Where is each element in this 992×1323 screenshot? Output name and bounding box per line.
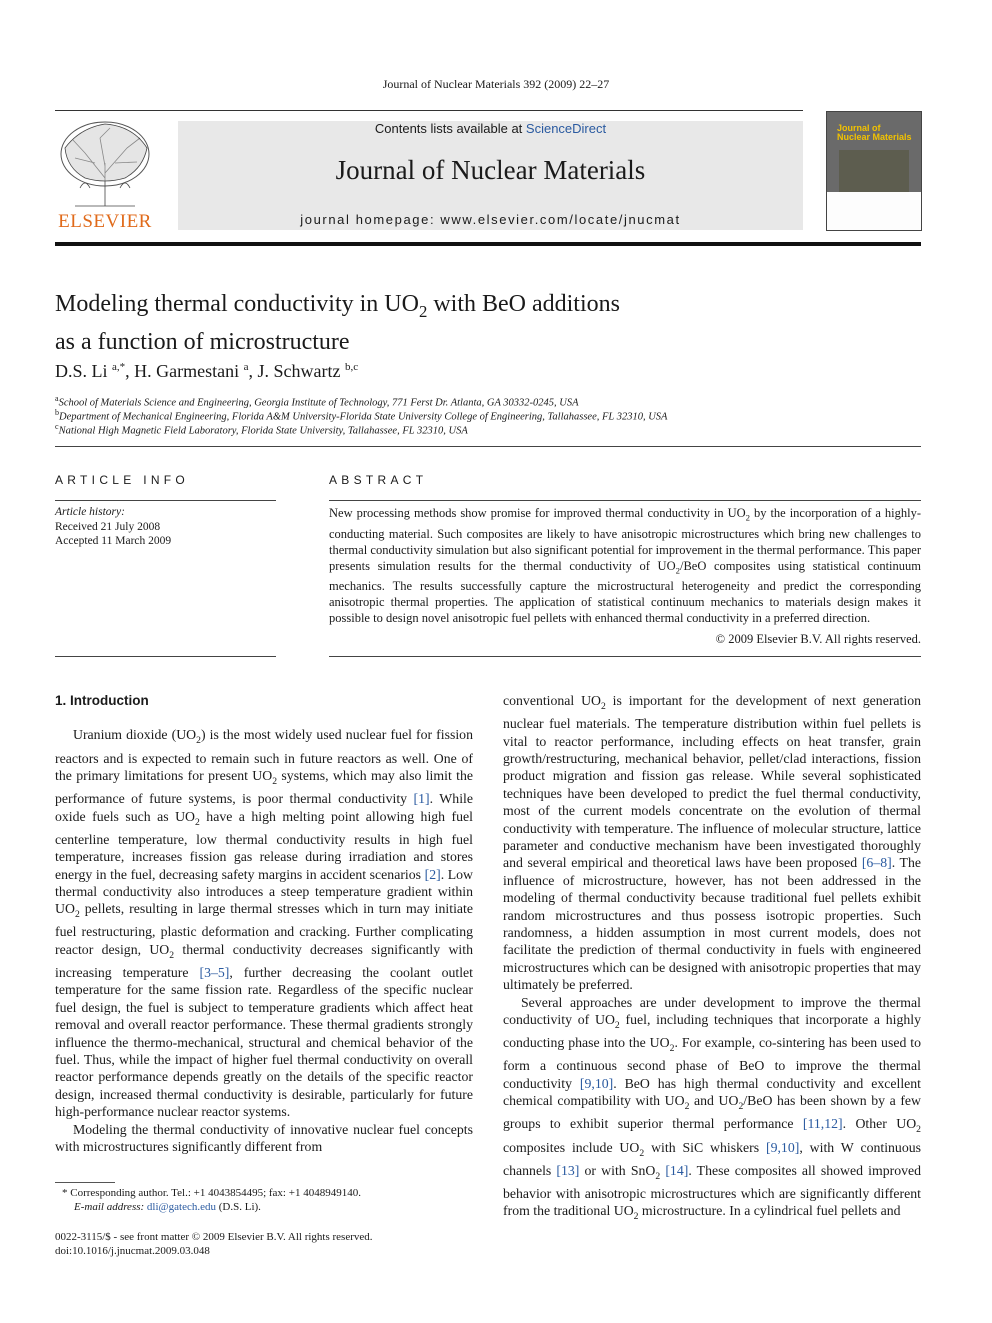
reference-link[interactable]: [9,10] [765,1139,800,1155]
abstract-label: ABSTRACT [329,473,428,487]
sciencedirect-link[interactable]: ScienceDirect [525,121,607,136]
article-title [55,289,620,357]
footnote-rule [55,1182,115,1183]
doi[interactable]: doi:10.1016/j.jnucmat.2009.03.048 [55,1245,210,1257]
contents-prefix: Contents lists available at [374,121,526,136]
author-name[interactable]: D.S. Li [55,361,108,381]
title-subscript: 2 [418,301,428,321]
contents-line [178,121,803,136]
email-link[interactable]: dli@gatech.edu [146,1201,216,1213]
accepted-date: Accepted 11 March 2009 [55,535,172,547]
journal-title: Journal of Nuclear Materials [335,155,646,185]
corresponding-author-note: * Corresponding author. Tel.: +1 4043854495; fax: +1 4048949140. [62,1187,361,1199]
cover-footer [827,192,921,230]
email-note [74,1201,261,1213]
author-name[interactable]: , J. Schwartz [248,361,341,381]
cover-image [839,150,909,196]
body-paragraph: Uranium dioxide $(UO_2)$ is the most widely used nuclear fuel for fission reactors and is expected to remain such in future reactors as well. One of the primary limitations for present $UO_2$ systems, which may also limit the performance of future systems, is poor thermal conductivity [1]. While oxide fuels such as $UO_2$ have a high melting point allowing high fuel centerline temperature, low thermal conductivity results in high fuel temperature, increases fission gas release during irradiation and stores energy in the fuel, decreasing safety margins in accident scenarios [2]. Low thermal conductivity also introduces a steep temperature gradient within $UO_2$ pellets, resulting in large thermal stresses which in turn may initiate fuel restructuring, plastic deformation and cracking. Further complicating reactor design, $UO_2$ thermal conductivity decreases significantly with increasing temperature [3–5], further decreasing the coolant outlet temperature for the same fission rate. Regardless of the specific nuclear fuel design, the fuel is subject to temperature gradients which affect heat removal and overall reactor performance. These thermal gradients strongly influence the thermo-mechanical, structural and chemical behavior of the fuel. Thus, while the impact of higher fuel thermal conductivity on overall reactor performance depends greatly on the details of the specific reactor design, increased thermal conductivity is desirable, particularly for future high-performance nuclear reactor systems. [55,727,473,1120]
elsevier-logo [55,118,155,233]
affiliation-b [55,408,667,423]
reference-link[interactable]: [2] [424,866,441,882]
email-suffix: (D.S. Li). [216,1201,261,1213]
right-column [503,692,921,1225]
journal-citation: Journal of Nuclear Materials 392 (2009) 22–27 [382,77,610,91]
affiliation-text: National High Magnetic Field Laboratory, Florida State University, Tallahassee, FL 32310, USA [58,425,468,437]
abstract-bottom-rule [329,656,921,657]
tree-icon [55,118,155,210]
email-label: E-mail address: [74,1201,147,1213]
title-line-2: as a function of microstructure [55,328,350,355]
journal-cover[interactable] [826,111,922,231]
affiliation-rule [55,446,921,447]
cover-title [837,124,915,142]
reference-link[interactable]: [9,10] [579,1075,614,1091]
article-info-label: ARTICLE INFO [55,473,190,487]
front-matter: 0022-3115/$ - see front matter © 2009 Elsevier B.V. All rights reserved. [55,1231,373,1243]
author-sup: a [243,361,249,373]
body-paragraph: Several approaches are under development to improve the thermal conductivity of $UO_2$ fuel, including techniques that incorporate a highly conducting phase into the $UO_2$. For example, co-sintering has been used to form a continuous second phase of BeO to improve the thermal conductivity [9,10]. BeO has high thermal conductivity and excellent chemical compatibility with $UO_2$ and $UO_2$/BeO has been shown by a few groups to exhibit superior thermal performance [11,12]. Other $UO_2$ composites include $UO_2$ with SiC whiskers [9,10], with W continuous channels [13] or with SnO$_2$ [14]. These composites all showed improved behavior with anisotropic microstructures which are significantly different from the traditional $UO_2$ microstructure. In a cylindrical fuel pellets and [503,994,922,1222]
title-part-2: with BeO additions [427,291,620,317]
affiliation-marker: a [55,394,59,403]
cover-title-line-2: Nuclear Materials [837,132,912,142]
article-history [55,505,171,549]
abstract-copyright: © 2009 Elsevier B.V. All rights reserved. [715,632,921,646]
header-rule [55,110,803,111]
abstract-rule [329,500,921,501]
reference-link[interactable]: [13] [556,1162,580,1178]
journal-homepage[interactable]: journal homepage: www.elsevier.com/locate/jnucmat [300,212,681,227]
elsevier-wordmark: ELSEVIER [58,211,152,232]
body-paragraph: Modeling the thermal conductivity of innovative nuclear fuel concepts with microstructures significantly different from [55,1121,473,1155]
author-name[interactable]: , H. Garmestani [125,361,240,381]
article-info-bottom-rule [55,656,276,657]
affiliation-text: Department of Mechanical Engineering, Florida A&M University-Florida State University College of Engineering, Tallahassee, FL 32310, USA [59,411,668,423]
author-sup: a,* [112,361,126,373]
journal-banner [178,121,803,230]
article-info-rule [55,500,276,501]
author-list [55,361,358,382]
author-sup: b,c [345,361,359,373]
header-thick-rule [55,242,921,246]
abstract-text: New processing methods show promise for improved thermal conductivity in $UO_2$ by the incorporation of a highly-conducting material. Such composites are likely to have anisotropic microstructures which bring new challenges to thermal conductivity simulation but also significant potential for improvement in the thermal performance. This paper presents simulation results for the thermal conductivity of $UO_2$/BeO composites using statistical continuum mechanics. The results successfully capture the microstructural heterogeneity and predict the corresponding anisotropic thermal properties. The application of statistical continuum mechanics to materials design makes it possible to design novel anisotropic fuel pellets with enhanced thermal conductivity in a preferred direction. [329,506,921,625]
reference-link[interactable]: [11,12] [802,1116,843,1132]
received-date: Received 21 July 2008 [55,520,161,533]
affiliation-a [55,394,579,409]
reference-link[interactable]: [14] [665,1162,689,1178]
reference-link[interactable]: [3–5] [199,965,230,981]
affiliation-text: School of Materials Science and Engineering, Georgia Institute of Technology, 771 Ferst Dr. Atlanta, GA 30332-0245, USA [58,397,579,409]
reference-link[interactable]: [1] [413,791,430,807]
cover-title-line-1: Journal of [837,123,881,133]
history-label: Article history: [55,506,125,518]
affiliation-c [55,422,468,437]
reference-link[interactable]: [6–8] [861,855,892,871]
affiliation-marker: c [55,422,59,431]
affiliation-marker: b [55,408,59,417]
left-column [55,692,473,1156]
body-paragraph: conventional $UO_2$ is important for the development of next generation nuclear fuel materials. The temperature distribution within fuel pellets is vital to reactor performance, including effects on heat transfer, grain growth/restructuring, mechanical behavior, pellet/clad interactions, fission product migration and fission gas release. While several sophisticated techniques have been developed to predict the fuel thermal conductivity, most of the current models concentrate on the evolution of thermal conductivity with temperature. The influence of molecular structure, lattice parameter and conductive mechanism have been investigated thoroughly and several empirical and theoretical laws have been proposed [6–8]. The influence of microstructure, however, has not been addressed in the modeling of thermal conductivity because traditional fuel pellets exhibit random microstructures and thus possess isotropic properties. Such randomness, a hidden assumption in most current models, does not facilitate the prediction of thermal conductivity in fuels with engineered microstructures which can be designed with anisotropic properties that may ultimately be preferred. [503,693,922,993]
title-part-1: Modeling thermal conductivity in UO [55,291,419,317]
section-heading: 1. Introduction [55,693,149,708]
